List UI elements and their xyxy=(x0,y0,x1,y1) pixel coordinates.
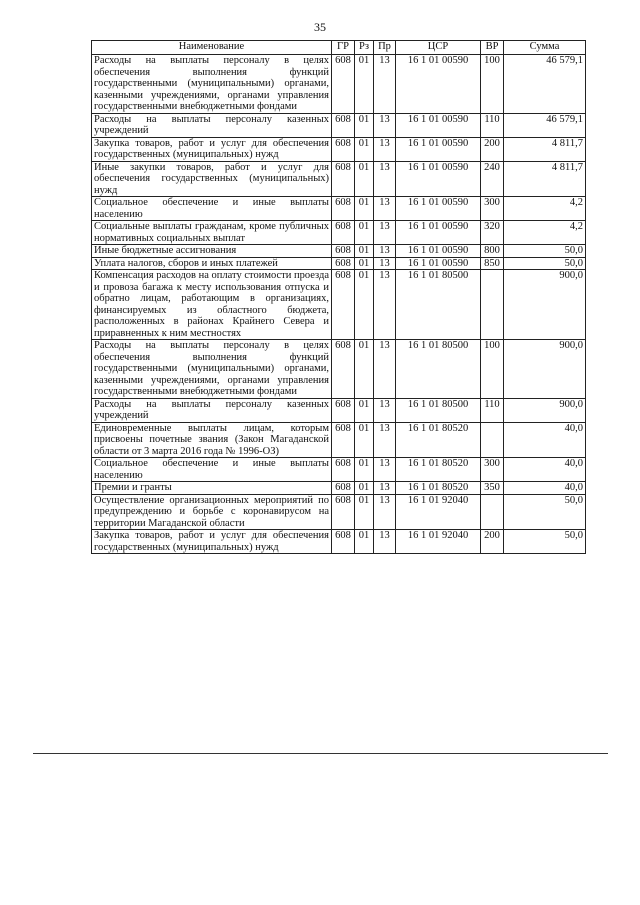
cell-sum: 46 579,1 xyxy=(504,113,586,137)
cell-rz: 01 xyxy=(355,113,374,137)
cell-name: Иные закупки товаров, работ и услуг для обеспечения государственных (муниципальных) нужд xyxy=(92,161,332,197)
cell-pr: 13 xyxy=(374,197,396,221)
cell-name: Расходы на выплаты персоналу казенных учреждений xyxy=(92,398,332,422)
cell-name: Расходы на выплаты персоналу казенных учреждений xyxy=(92,113,332,137)
cell-name: Социальное обеспечение и иные выплаты населению xyxy=(92,197,332,221)
cell-sum: 4,2 xyxy=(504,221,586,245)
cell-vr: 320 xyxy=(481,221,504,245)
cell-gr: 608 xyxy=(332,398,355,422)
cell-sum: 40,0 xyxy=(504,422,586,458)
table-row xyxy=(92,270,586,340)
cell-vr xyxy=(481,270,504,340)
cell-name: Премии и гранты xyxy=(92,482,332,495)
page-number: 35 xyxy=(314,20,326,34)
cell-sum: 900,0 xyxy=(504,398,586,422)
cell-gr: 608 xyxy=(332,257,355,270)
table-row xyxy=(92,458,586,482)
cell-pr: 13 xyxy=(374,137,396,161)
cell-sum: 40,0 xyxy=(504,482,586,495)
cell-vr: 350 xyxy=(481,482,504,495)
cell-rz: 01 xyxy=(355,221,374,245)
cell-pr: 13 xyxy=(374,245,396,258)
cell-pr: 13 xyxy=(374,458,396,482)
cell-csr: 16 1 01 80520 xyxy=(396,482,481,495)
cell-gr: 608 xyxy=(332,340,355,399)
header-name: Наименование xyxy=(92,41,332,55)
cell-pr: 13 xyxy=(374,55,396,114)
cell-csr: 16 1 01 92040 xyxy=(396,530,481,554)
cell-name: Расходы на выплаты персоналу в целях обеспечения выполнения функций государственными (муниципальными) органами, казенными учреждениями, органами управления государственными внебюджетными фондами xyxy=(92,55,332,114)
cell-csr: 16 1 01 00590 xyxy=(396,55,481,114)
table-row xyxy=(92,55,586,114)
header-gr: ГР xyxy=(332,41,355,55)
table-row xyxy=(92,161,586,197)
cell-gr: 608 xyxy=(332,137,355,161)
cell-sum: 50,0 xyxy=(504,530,586,554)
header-csr: ЦСР xyxy=(396,41,481,55)
cell-rz: 01 xyxy=(355,55,374,114)
cell-vr: 300 xyxy=(481,458,504,482)
cell-csr: 16 1 01 80520 xyxy=(396,422,481,458)
cell-gr: 608 xyxy=(332,161,355,197)
cell-rz: 01 xyxy=(355,137,374,161)
cell-sum: 4,2 xyxy=(504,197,586,221)
cell-sum: 40,0 xyxy=(504,458,586,482)
cell-gr: 608 xyxy=(332,245,355,258)
cell-sum: 900,0 xyxy=(504,340,586,399)
cell-vr: 110 xyxy=(481,113,504,137)
table-row xyxy=(92,113,586,137)
cell-gr: 608 xyxy=(332,197,355,221)
cell-name: Расходы на выплаты персоналу в целях обеспечения выполнения функций государственными (муниципальными) органами, казенными учреждениями, органами управления государственными внебюджетными фондами xyxy=(92,340,332,399)
cell-name: Единовременные выплаты лицам, которым присвоены почетные звания (Закон Магаданской области от 3 марта 2016 года № 1996-ОЗ) xyxy=(92,422,332,458)
header-rz: Рз xyxy=(355,41,374,55)
cell-name: Закупка товаров, работ и услуг для обеспечения государственных (муниципальных) нужд xyxy=(92,137,332,161)
cell-rz: 01 xyxy=(355,482,374,495)
cell-pr: 13 xyxy=(374,494,396,530)
cell-gr: 608 xyxy=(332,270,355,340)
cell-sum: 46 579,1 xyxy=(504,55,586,114)
cell-vr: 200 xyxy=(481,137,504,161)
cell-csr: 16 1 01 80500 xyxy=(396,398,481,422)
cell-vr xyxy=(481,422,504,458)
cell-name: Социальные выплаты гражданам, кроме публичных нормативных социальных выплат xyxy=(92,221,332,245)
cell-gr: 608 xyxy=(332,113,355,137)
cell-pr: 13 xyxy=(374,257,396,270)
cell-gr: 608 xyxy=(332,494,355,530)
cell-csr: 16 1 01 80500 xyxy=(396,340,481,399)
cell-csr: 16 1 01 92040 xyxy=(396,494,481,530)
cell-name: Уплата налогов, сборов и иных платежей xyxy=(92,257,332,270)
cell-csr: 16 1 01 00590 xyxy=(396,221,481,245)
cell-pr: 13 xyxy=(374,221,396,245)
table-row xyxy=(92,398,586,422)
budget-table xyxy=(91,40,586,554)
cell-rz: 01 xyxy=(355,458,374,482)
cell-csr: 16 1 01 00590 xyxy=(396,137,481,161)
table-row xyxy=(92,221,586,245)
cell-rz: 01 xyxy=(355,245,374,258)
cell-name: Осуществление организационных мероприятий по предупреждению и борьбе с коронавирусом на территории Магаданской области xyxy=(92,494,332,530)
cell-pr: 13 xyxy=(374,340,396,399)
cell-gr: 608 xyxy=(332,221,355,245)
cell-rz: 01 xyxy=(355,530,374,554)
cell-gr: 608 xyxy=(332,422,355,458)
cell-name: Закупка товаров, работ и услуг для обеспечения государственных (муниципальных) нужд xyxy=(92,530,332,554)
cell-vr: 800 xyxy=(481,245,504,258)
cell-pr: 13 xyxy=(374,161,396,197)
header-sum: Сумма xyxy=(504,41,586,55)
table-row xyxy=(92,530,586,554)
table-row xyxy=(92,197,586,221)
cell-pr: 13 xyxy=(374,398,396,422)
cell-sum: 4 811,7 xyxy=(504,161,586,197)
cell-rz: 01 xyxy=(355,257,374,270)
table-row xyxy=(92,482,586,495)
table-row xyxy=(92,245,586,258)
cell-csr: 16 1 01 80520 xyxy=(396,458,481,482)
cell-vr: 110 xyxy=(481,398,504,422)
cell-gr: 608 xyxy=(332,482,355,495)
cell-vr: 200 xyxy=(481,530,504,554)
cell-gr: 608 xyxy=(332,55,355,114)
cell-pr: 13 xyxy=(374,113,396,137)
cell-sum: 50,0 xyxy=(504,257,586,270)
cell-pr: 13 xyxy=(374,482,396,495)
cell-pr: 13 xyxy=(374,270,396,340)
cell-csr: 16 1 01 00590 xyxy=(396,161,481,197)
cell-vr xyxy=(481,494,504,530)
table-row xyxy=(92,340,586,399)
cell-rz: 01 xyxy=(355,161,374,197)
cell-rz: 01 xyxy=(355,270,374,340)
cell-vr: 850 xyxy=(481,257,504,270)
table-header-row xyxy=(92,41,586,55)
table-row xyxy=(92,494,586,530)
cell-name: Иные бюджетные ассигнования xyxy=(92,245,332,258)
header-vr: ВР xyxy=(481,41,504,55)
cell-gr: 608 xyxy=(332,530,355,554)
cell-name: Социальное обеспечение и иные выплаты населению xyxy=(92,458,332,482)
cell-rz: 01 xyxy=(355,398,374,422)
cell-rz: 01 xyxy=(355,422,374,458)
cell-sum: 900,0 xyxy=(504,270,586,340)
table-row xyxy=(92,137,586,161)
cell-pr: 13 xyxy=(374,422,396,458)
cell-pr: 13 xyxy=(374,530,396,554)
cell-rz: 01 xyxy=(355,197,374,221)
cell-vr: 240 xyxy=(481,161,504,197)
cell-csr: 16 1 01 80500 xyxy=(396,270,481,340)
header-pr: Пр xyxy=(374,41,396,55)
cell-sum: 50,0 xyxy=(504,494,586,530)
cell-csr: 16 1 01 00590 xyxy=(396,257,481,270)
cell-vr: 100 xyxy=(481,55,504,114)
cell-rz: 01 xyxy=(355,340,374,399)
cell-rz: 01 xyxy=(355,494,374,530)
cell-csr: 16 1 01 00590 xyxy=(396,113,481,137)
table-row xyxy=(92,422,586,458)
cell-sum: 50,0 xyxy=(504,245,586,258)
cell-vr: 100 xyxy=(481,340,504,399)
cell-vr: 300 xyxy=(481,197,504,221)
cell-csr: 16 1 01 00590 xyxy=(396,245,481,258)
cell-csr: 16 1 01 00590 xyxy=(396,197,481,221)
cell-gr: 608 xyxy=(332,458,355,482)
bottom-divider xyxy=(33,753,608,754)
cell-sum: 4 811,7 xyxy=(504,137,586,161)
cell-name: Компенсация расходов на оплату стоимости проезда и провоза багажа к месту использования отпуска и обратно лицам, работающим в организациях, финансируемых из областного бюджета, расположенных в районах Крайнего Севера и приравненных к ним местностях xyxy=(92,270,332,340)
table-row xyxy=(92,257,586,270)
